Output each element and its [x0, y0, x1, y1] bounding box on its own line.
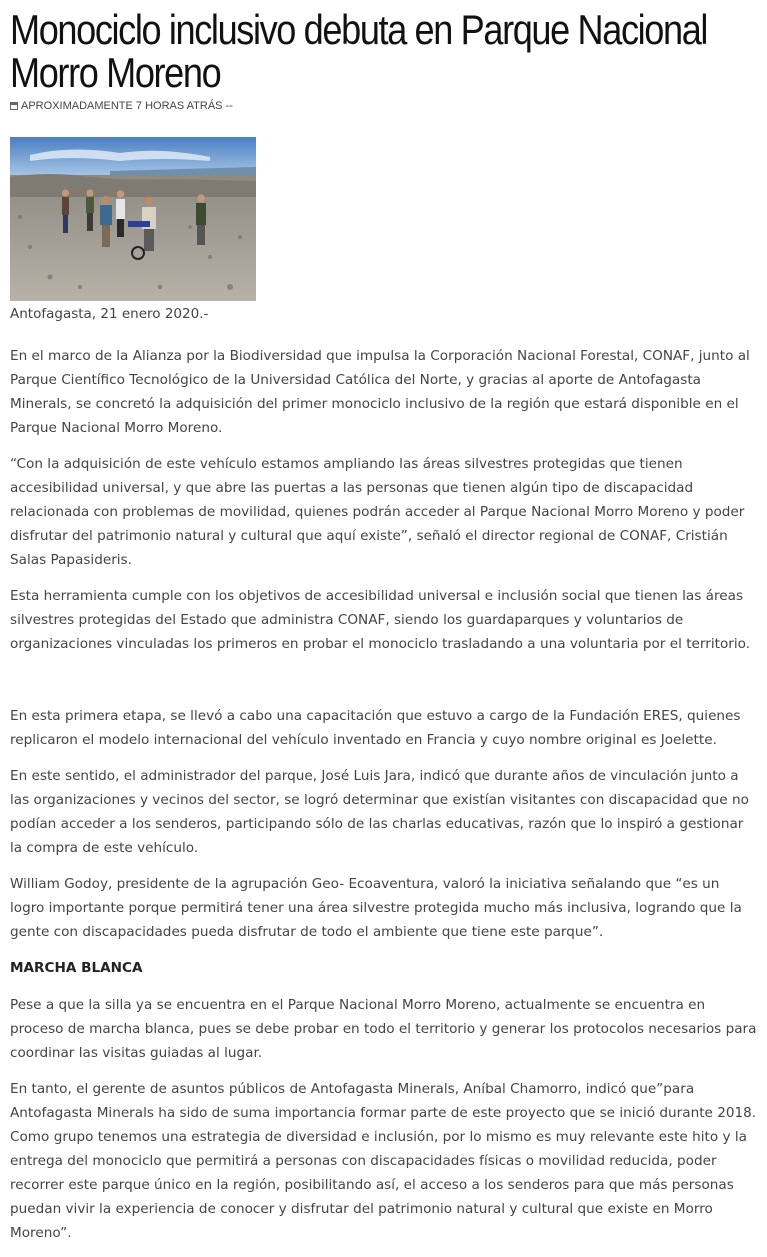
section-heading: MARCHA BLANCA [10, 960, 143, 976]
paragraph: William Godoy, presidente de la agrupación Geo- Ecoaventura, valoró la iniciativa señalando que “es un logro importante porque permitirá tener una área silvestre protegida mucho más inclusiva, logrando que la gente con discapacidades pueda disfrutar de todo el ambiente que tiene este parque”. [10, 876, 742, 940]
paragraph: Esta herramienta cumple con los objetivos de accesibilidad universal e inclusión social que tienen las áreas silvestres protegidas del Estado que administra CONAF, siendo los guardaparques y voluntarios de organizaciones vinculadas los primeros en probar el monociclo trasladando a una voluntaria por el territorio. [10, 588, 751, 652]
article-body [10, 344, 758, 1245]
paragraph: “Con la adquisición de este vehículo estamos ampliando las áreas silvestres protegidas que tienen accesibilidad universal, y que abre las puertas a las personas que tienen algún tipo de discapacidad relacionada con problemas de movilidad, quienes podrán acceder al Parque Nacional Morro Moreno y poder disfrutar del patrimonio natural y cultural que aquí existe”, señaló el director regional de CONAF, Cristián Salas Papasideris. [10, 456, 745, 568]
article-title: Monociclo inclusivo debuta en Parque Nacional Morro Moreno [10, 6, 708, 96]
article [10, 8, 758, 1257]
calendar-icon [10, 102, 18, 110]
paragraph: En el marco de la Alianza por la Biodiversidad que impulsa la Corporación Nacional Forestal, CONAF, junto al Parque Científico Tecnológico de la Universidad Católica del Norte, y gracias al aporte de Antofagasta Minerals, se concretó la adquisición del primer monociclo inclusivo de la región que estará disponible en el Parque Nacional Morro Moreno. [10, 348, 750, 436]
photo-caption: Antofagasta, 21 enero 2020.- [10, 306, 209, 322]
article-timestamp: APROXIMADAMENTE 7 HORAS ATRÁS -- [21, 100, 233, 112]
paragraph: Pese a que la silla ya se encuentra en el Parque Nacional Morro Moreno, actualmente se encuentra en proceso de marcha blanca, pues se debe probar en todo el territorio y generar los protocolos necesarios para coordinar las visitas guiadas al lugar. [10, 997, 757, 1061]
paragraph: En esta primera etapa, se llevó a cabo una capacitación que estuvo a cargo de la Fundación ERES, quienes replicaron el modelo internacional del vehículo inventado en Francia y cuyo nombre original es Joelette. [10, 708, 741, 748]
paragraph: En tanto, el gerente de asuntos públicos de Antofagasta Minerals, Aníbal Chamorro, indicó que”para Antofagasta Minerals ha sido de suma importancia formar parte de este proyecto que se inició durante 2018. Como grupo tenemos una estrategia de diversidad e inclusión, por lo mismo es muy relevante este hito y la entrega del monociclo que permitirá a personas con discapacidades físicas o movilidad reducida, poder recorrer este parque único en la región, posibilitando así, el acceso a los senderos para que más personas puedan vivir la experiencia de conocer y disfrutar del patrimonio natural y cultural que existe en Morro Moreno”. [10, 1081, 757, 1241]
article-meta [10, 99, 758, 113]
article-photo [10, 137, 256, 301]
paragraph: En este sentido, el administrador del parque, José Luis Jara, indicó que durante años de vinculación junto a las organizaciones y vecinos del sector, se logró determinar que existían visitantes con discapacidad que no podían acceder a los senderos, participando sólo de las charlas educativas, razón que lo inspiró a gestionar la compra de este vehículo. [10, 768, 749, 856]
